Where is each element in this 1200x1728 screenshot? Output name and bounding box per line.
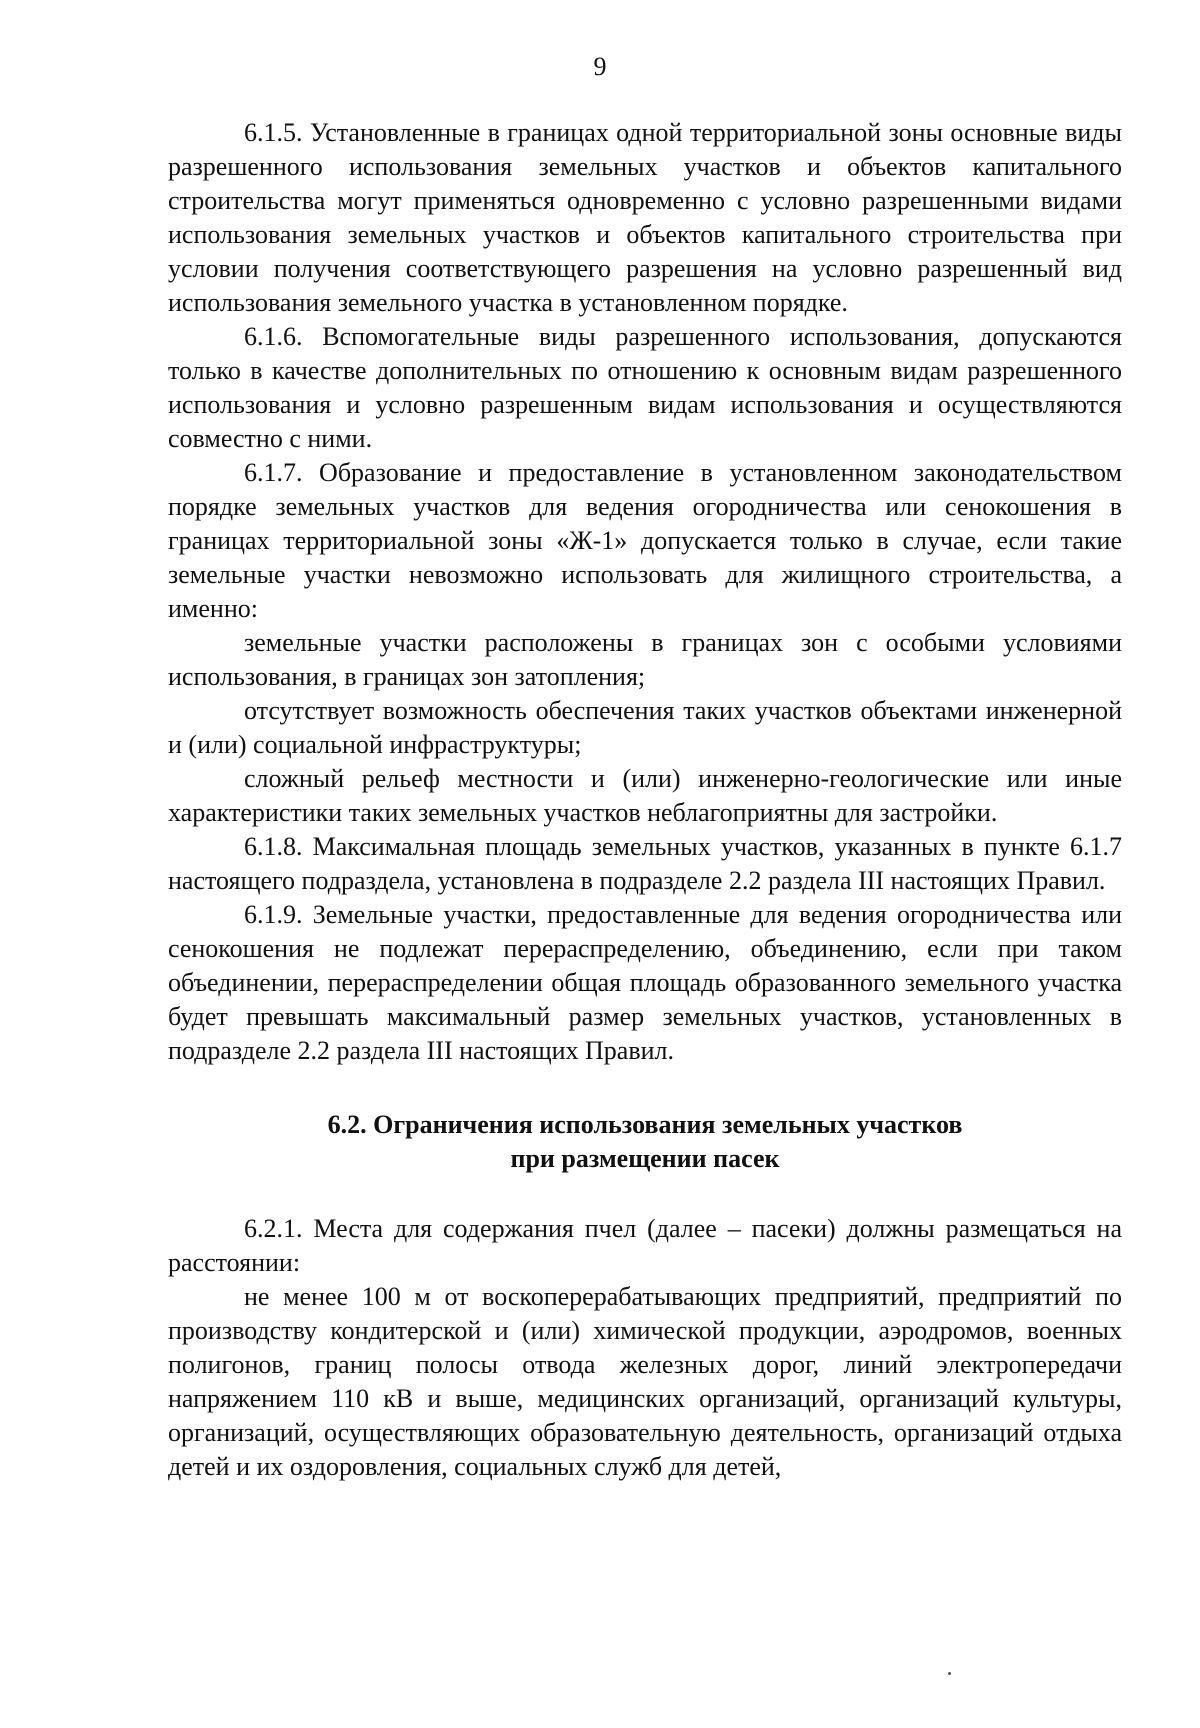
page-number: 9 <box>593 52 607 81</box>
paragraph-6-1-7-item-infrastructure: отсутствует возможность обеспечения таких участков объектами инженерной и (или) социальной инфраструктуры; <box>168 696 1122 759</box>
section-title-line-2: при размещении пасек <box>510 1144 780 1173</box>
scan-speck <box>948 1672 951 1675</box>
section-title-line-1: 6.2. Ограничения использования земельных участков <box>327 1110 963 1139</box>
document-body <box>168 116 1122 1484</box>
paragraph-6-1-7-item-flood-zones: земельные участки расположены в границах зон с особыми условиями использования, в границах зон затопления; <box>168 628 1122 691</box>
section-title-6-2 <box>168 1108 1122 1176</box>
paragraph-6-2-1-item-distance: не менее 100 м от воскоперерабатывающих предприятий, предприятий по производству кондитерской и (или) химической продукции, аэродромов, военных полигонов, границ полосы отвода железных дорог, линий электропередачи напряжением 110 кВ и выше, медицинских организаций, организаций культуры, организаций, осуществляющих образовательную деятельность, организаций отдыха детей и их оздоровления, социальных служб для детей, <box>168 1282 1122 1481</box>
paragraph-6-2-1: 6.2.1. Места для содержания пчел (далее – пасеки) должны размещаться на расстоянии: <box>168 1214 1122 1277</box>
paragraph-6-1-7: 6.1.7. Образование и предоставление в установленном законодательством порядке земельных участков для ведения огородничества или сенокошения в границах территориальной зоны «Ж-1» допускается только в случае, если такие земельные участки невозможно использовать для жилищного строительства, а именно: <box>168 458 1122 623</box>
paragraph-6-1-7-item-relief: сложный рельеф местности и (или) инженерно-геологические или иные характеристики таких земельных участков неблагоприятны для застройки. <box>168 764 1122 827</box>
paragraph-6-1-8: 6.1.8. Максимальная площадь земельных участков, указанных в пункте 6.1.7 настоящего подраздела, установлена в подразделе 2.2 раздела III настоящих Правил. <box>168 832 1122 895</box>
paragraph-6-1-5: 6.1.5. Установленные в границах одной территориальной зоны основные виды разрешенного использования земельных участков и объектов капитального строительства могут применяться одновременно с условно разрешенными видами использования земельных участков и объектов капитального строительства при условии получения соответствующего разрешения на условно разрешенный вид использования земельного участка в установленном порядке. <box>168 118 1122 317</box>
paragraph-6-1-6: 6.1.6. Вспомогательные виды разрешенного использования, допускаются только в качестве дополнительных по отношению к основным видам разрешенного использования и условно разрешенным видам использования и осуществляются совместно с ними. <box>168 322 1122 453</box>
paragraph-6-1-9: 6.1.9. Земельные участки, предоставленные для ведения огородничества или сенокошения не подлежат перераспределению, объединению, если при таком объединении, перераспределении общая площадь образованного земельного участка будет превышать максимальный размер земельных участков, установленных в подразделе 2.2 раздела III настоящих Правил. <box>168 900 1122 1065</box>
